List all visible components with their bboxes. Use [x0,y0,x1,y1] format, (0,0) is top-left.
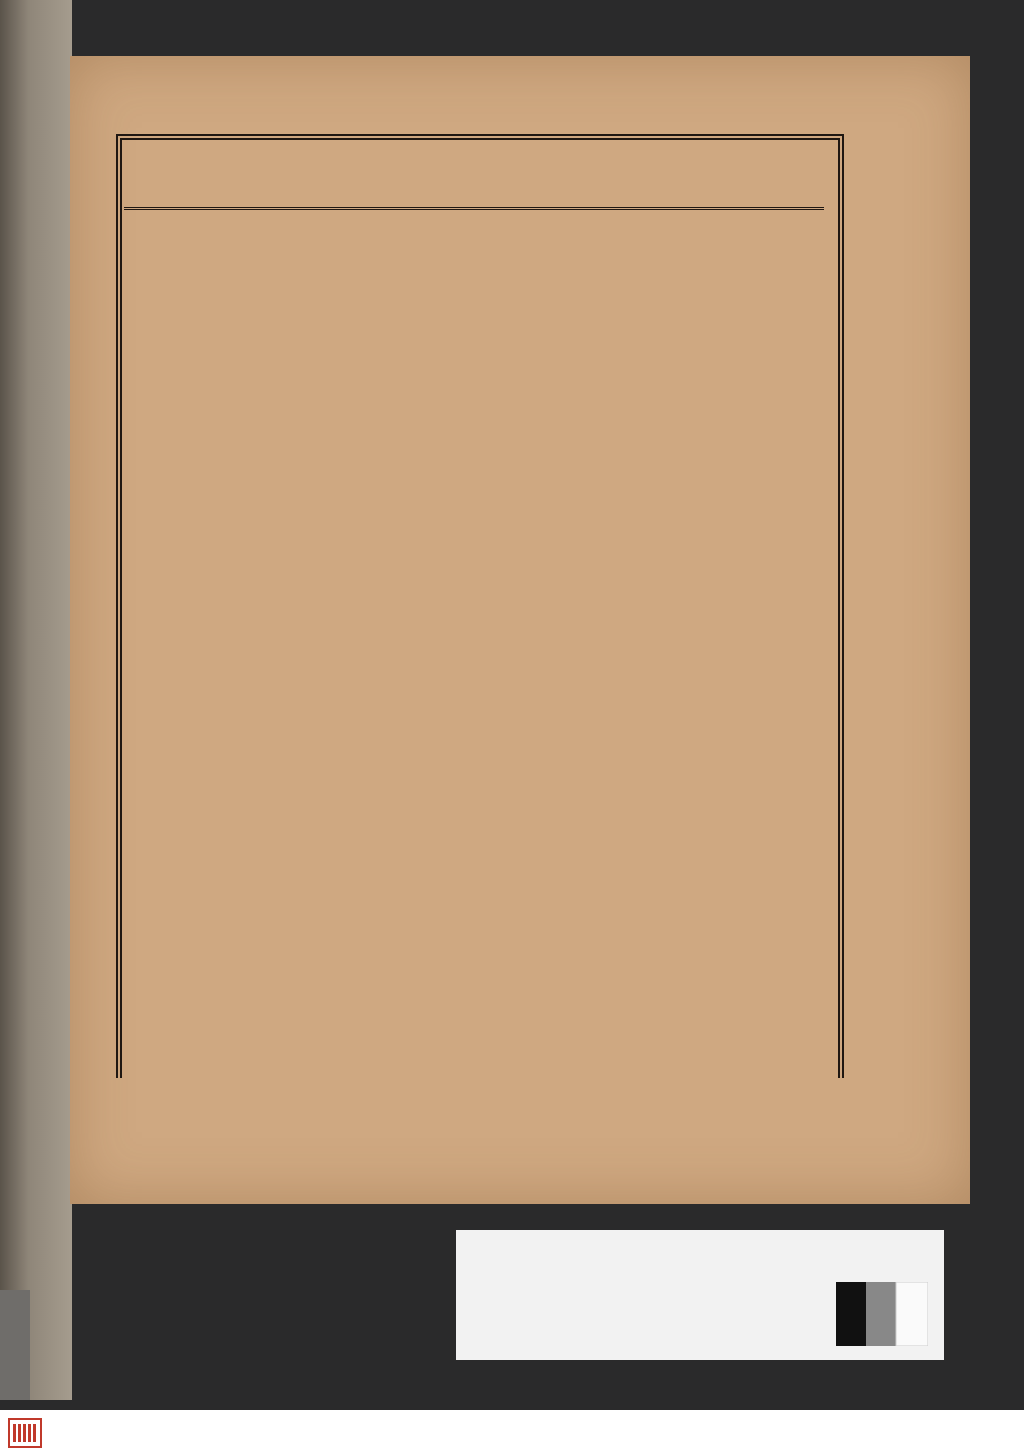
library-label [456,1230,944,1360]
gray-scale-patches [836,1282,928,1346]
facing-page-edge [0,0,72,1400]
facing-page-strip [0,1290,30,1400]
header-rule [124,207,824,210]
footer-bar [0,1410,1024,1455]
page-frame [116,134,844,1078]
measurement-ruler [466,1285,736,1355]
book-page [70,56,970,1204]
ornament-border [120,1074,850,1096]
hab-logo-icon [8,1418,42,1448]
